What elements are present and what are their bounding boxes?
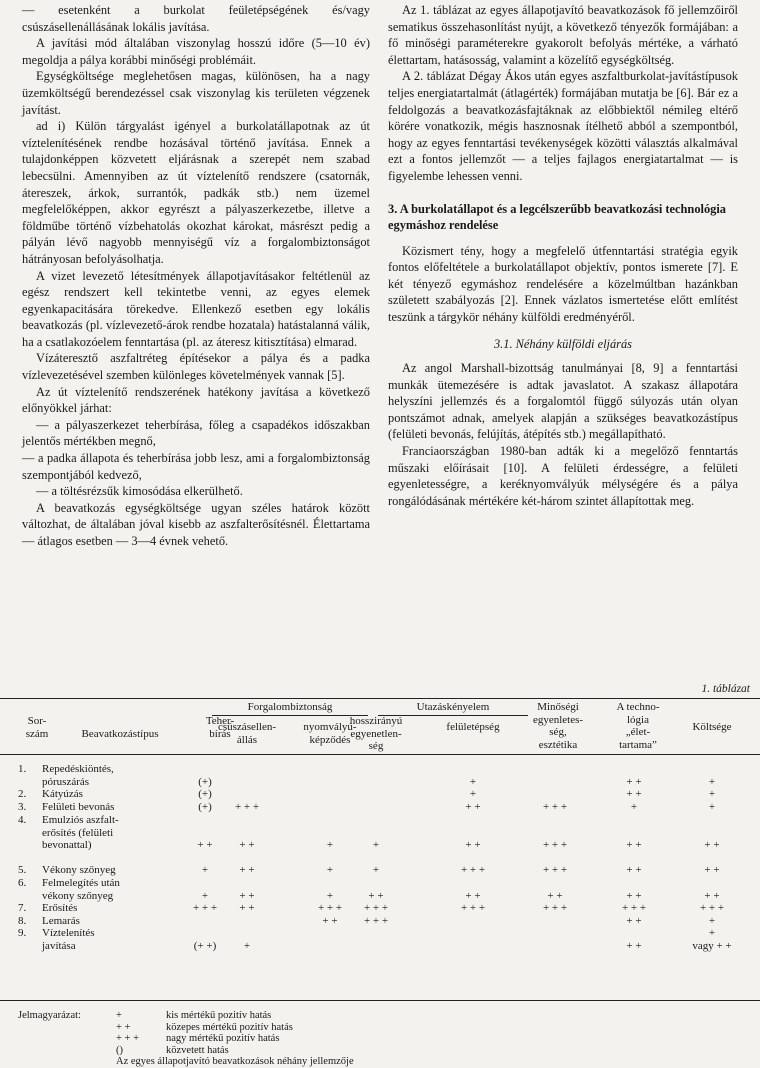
subsection-heading: 3.1. Néhány külföldi eljárás: [493, 336, 632, 351]
paragraph: — a pályaszerkezet teherbírása, főleg a csapadékos időszakban jelentős mértékben megnő,: [22, 417, 370, 449]
table-cell: + + +: [542, 801, 568, 813]
header-elet: A techno- lógia „élet- tartama”: [616, 701, 660, 751]
table-cell: + + +: [460, 864, 486, 876]
table-cell: + +: [704, 839, 720, 852]
table-cell: + +: [547, 889, 563, 902]
table-cell: + +: [626, 788, 642, 800]
table-cell: (+ +): [193, 939, 217, 952]
right-column: [388, 2, 738, 509]
section-heading: 3. A burkolatállapot és a legcélszerűbb beavatkozási technológia egymáshoz rendelése: [388, 201, 726, 232]
table-cell: + +: [322, 915, 338, 927]
table-cell: +: [708, 788, 716, 800]
row-number: 1.: [18, 763, 27, 775]
paragraph: Az út víztelenítő rendszerének hatékony javítása a következő előnyökkel járhat:: [22, 384, 370, 416]
legend-row: + + közepes mértékű pozitív hatás: [116, 1021, 293, 1033]
header-teherbiras: Teher- bírás: [205, 715, 235, 740]
table-cell: +: [708, 775, 716, 788]
table-cell: + +: [626, 915, 642, 927]
legend-row: () közvetett hatás: [116, 1044, 229, 1056]
table-cell: + +: [239, 902, 255, 914]
table-cell: + +: [239, 864, 255, 876]
table-cell: + + +: [621, 902, 647, 914]
row-number: 9.: [18, 927, 27, 939]
table-cell: + +: [704, 889, 720, 902]
table-cell: (+): [198, 801, 212, 813]
row-number: 8.: [18, 915, 27, 927]
table-caption: 1. táblázat: [701, 683, 750, 695]
table-cell: +: [372, 839, 380, 852]
group-utazas: Utazáskényelem: [416, 701, 490, 713]
table-cell: +: [469, 788, 477, 800]
table-cell: +: [372, 864, 380, 876]
table-cell: + +: [626, 939, 642, 952]
table-cell: +: [326, 864, 334, 876]
table-cell: + +: [626, 839, 642, 852]
table-cell: + +: [239, 889, 255, 902]
table-cell: (+): [198, 788, 212, 800]
paragraph: Az 1. táblázat az egyes állapotjavító beavatkozások fő jellemzőiről sematikus összehasonlítást nyújt, a következő tényezők formájában: a fő minőségi paraméterekre gyakorolt befolyás mértéke, a várható élettartam, hatásosság, valamint a közelítő egységköltség.: [388, 3, 738, 67]
table-cell: + +: [626, 889, 642, 902]
row-name: Felületi bevonás: [42, 801, 115, 813]
legend: [18, 1010, 354, 1068]
paragraph: Közismert tény, hogy a megfelelő útfenntartási stratégia egyik fontos előfeltétele a burkolatállapot objektív, pontos ismerete [7]. E két tényező egymáshoz rendelésére a közelmúltban hazánkban született szabályozás [2]. Ennek vázlatos ismertetése előtt említést teszünk a tárgykör néhány külföldi eredményéről.: [388, 243, 738, 324]
paragraph: A vizet levezető létesítmények állapotjavításakor feltétlenül az egész rendszert kell tekintetbe venni, az egyes elemek egyenkapacitására törekedve. Ellenkező esetben egy lokális beavatkozás (pl. vízlevezető-árok rendbe hozatala) hatástalanná válik, ha a csatlakozóelem fenntartása (pl. az áteresz kitisztítása) elmarad.: [22, 268, 370, 349]
row-number: 5.: [18, 864, 27, 876]
right-end: [388, 360, 738, 509]
row-number: 2.: [18, 788, 27, 800]
table-cell: + +: [465, 839, 481, 852]
header-feluletep: felületépség: [446, 721, 500, 733]
table-cell: (+): [198, 775, 212, 788]
header-minoseg: Minőségi egyenletes- ség, esztétika: [532, 701, 584, 751]
paragraph: ad i) Külön tárgyalást igényel a burkolatállapotnak az út víztelenítésének rendbe hozásával történő javítása. Ennek a tulajdonképpen közvetett eljárásnak a szerepét nem szabad lebecsülni. Amennyiben az út víztelenítő rendszere (csatornák, átereszek, árkok, surrantók, padkák stb.) nem üzemel megfelelőképpen, akkor egyrészt a pályaszerkezetbe, illetve a földműbe történő vízbehatolás okozhat károkat, másrészt pedig a pályán lévő nagyobb mennyiségű víz a forgalombiztonságot hátrányosan befolyásolhatja.: [22, 119, 370, 266]
table-cell: +: [326, 889, 334, 902]
table-cell: +: [708, 801, 716, 813]
row-name: Kátyúzás: [42, 788, 83, 800]
table-cell: + +: [465, 801, 481, 813]
paragraph: A javítási mód általában viszonylag hosszú időre (5—10 év) megoldja a pálya korábbi minőségi problémáit.: [22, 36, 370, 67]
legend-row: + + + nagy mértékű pozitív hatás: [116, 1033, 280, 1045]
table-cell: + + +: [317, 902, 343, 914]
header-tipus: Beavatkozástípus: [81, 728, 159, 740]
header-koltseg: Költsége: [692, 721, 732, 733]
row-name: Lemarás: [42, 915, 80, 927]
paragraph: — a töltésrézsűk kimosódása elkerülhető.: [36, 484, 243, 499]
header-sorszam: Sor- szám: [25, 715, 49, 740]
table-cell: +: [201, 864, 209, 876]
table-cell: + + +: [363, 915, 389, 927]
right-body: [388, 243, 738, 326]
table-cell: +: [630, 801, 638, 813]
table-cell: + + +: [192, 902, 218, 914]
table-cell: + + +: [699, 902, 725, 914]
table-cell: +: [326, 839, 334, 852]
table-footnote: Az egyes állapotjavító beavatkozások néhány jellemzője: [116, 1056, 354, 1068]
header-hosszirany: hosszirányú egyenetlen- ség: [349, 715, 403, 753]
table-cell: + + +: [363, 902, 389, 914]
row-name: Emulziós aszfalt- erősítés (felületi bevonattal): [42, 814, 119, 852]
paragraph: — esetenként a burkolat feületépségének és/vagy csúszásellenállásának lokális javítása.: [22, 3, 370, 34]
row-number: 6.: [18, 877, 27, 889]
table-cell: +: [243, 939, 251, 952]
table-cell: + + +: [542, 902, 568, 914]
row-name: Repedéskiöntés, póruszárás: [42, 763, 114, 788]
row-number: 4.: [18, 814, 27, 826]
table-cell: +: [469, 775, 477, 788]
paragraph: Vízáteresztő aszfaltréteg építésekor a pálya és a padka vízlevezetésével szemben különleges követelmények vannak [5].: [22, 351, 370, 383]
paragraph: A beavatkozás egységköltsége ugyan széles határok között változhat, de általában jóval kisebb az aszfalterősítésnél. Élettartama — átlagos esetben — 3—4 évnek vehető.: [22, 500, 370, 548]
table-cell: +: [201, 889, 209, 902]
header-csuszas: csúszásellen- állás: [217, 721, 277, 746]
table-cell: + + +: [542, 864, 568, 876]
table-cell: + +: [626, 864, 642, 876]
table-cell: + +: [704, 864, 720, 876]
table-cell: + +: [197, 839, 213, 852]
table-cell: + +: [239, 839, 255, 852]
header-nyomvalyu: nyomvályú- képződés: [303, 721, 357, 746]
table-cell: + +: [626, 775, 642, 788]
paragraph: Franciaországban 1980-ban adták ki a megelőző fenntartás műszaki előírásait [10]. A felületi érdességre, a felületi egyenletességre, a keréknyomvályúk mélységére és a pálya rongálódásának mértékére két-három szintet állapítottak meg.: [388, 444, 738, 508]
paragraph: Az angol Marshall-bizottság tanulmányai [8, 9] a fenntartási munkák ütemezésére is adtak javaslatot. A szakasz állapotára helyszíni jellemzés és a forgalomtól függő súlyozás után olyan pontszámot adnak, amelyek alapján a szükséges beavatkozástípus (felületi bevonás, felújítás, átépítés stb.) megállapítható.: [388, 361, 738, 442]
table-cell: +: [708, 915, 716, 927]
legend-row: Jelmagyarázat: + kis mértékű pozitív hatás: [18, 1010, 272, 1021]
right-intro: [388, 2, 738, 185]
row-number: 7.: [18, 902, 27, 914]
group-forgalom: Forgalombiztonság: [247, 701, 333, 713]
row-name: Erősítés: [42, 902, 78, 914]
table-cell: + + +: [542, 839, 568, 852]
paragraph: A 2. táblázat Dégay Ákos után egyes aszfaltburkolat-javítástípusok teljes energiatartalmát (átlagérték) formájában mutatja be [6]. Bár ez a feldolgozás a beavatkozásfajtáknak az előbbiektől némileg eltérő körére vonatkozik, mégis hasznosnak ítélhető abból a szempontból, hogy az egyes fenntartási tevékenységek közötti választás alkalmával ezt a fontos jellemzőt — a teljes fajlagos energiatartalmat — is figyelembe lehessen venni.: [388, 69, 738, 183]
paragraph: — a padka állapota és teherbírása jobb lesz, ami a forgalombiztonság szempontjából kedvező,: [22, 451, 370, 482]
table-cell: + + +: [460, 902, 486, 914]
table-cell: + +: [465, 889, 481, 902]
table-cell: + +: [368, 889, 384, 902]
table-cell: + vagy + +: [692, 927, 732, 952]
paragraph: Egységköltsége meglehetősen magas, különösen, ha a nagy üzemköltségű berendezéssel csak viszonylag kis területen végzenek javítást.: [22, 69, 370, 117]
row-number: 3.: [18, 801, 27, 813]
row-name: Víztelenítés javítása: [42, 927, 95, 952]
table-cell: + + +: [234, 801, 260, 813]
left-column: [22, 2, 370, 550]
row-name: Vékony szőnyeg: [42, 864, 116, 876]
row-name: Felmelegítés után vékony szőnyeg: [42, 877, 120, 902]
